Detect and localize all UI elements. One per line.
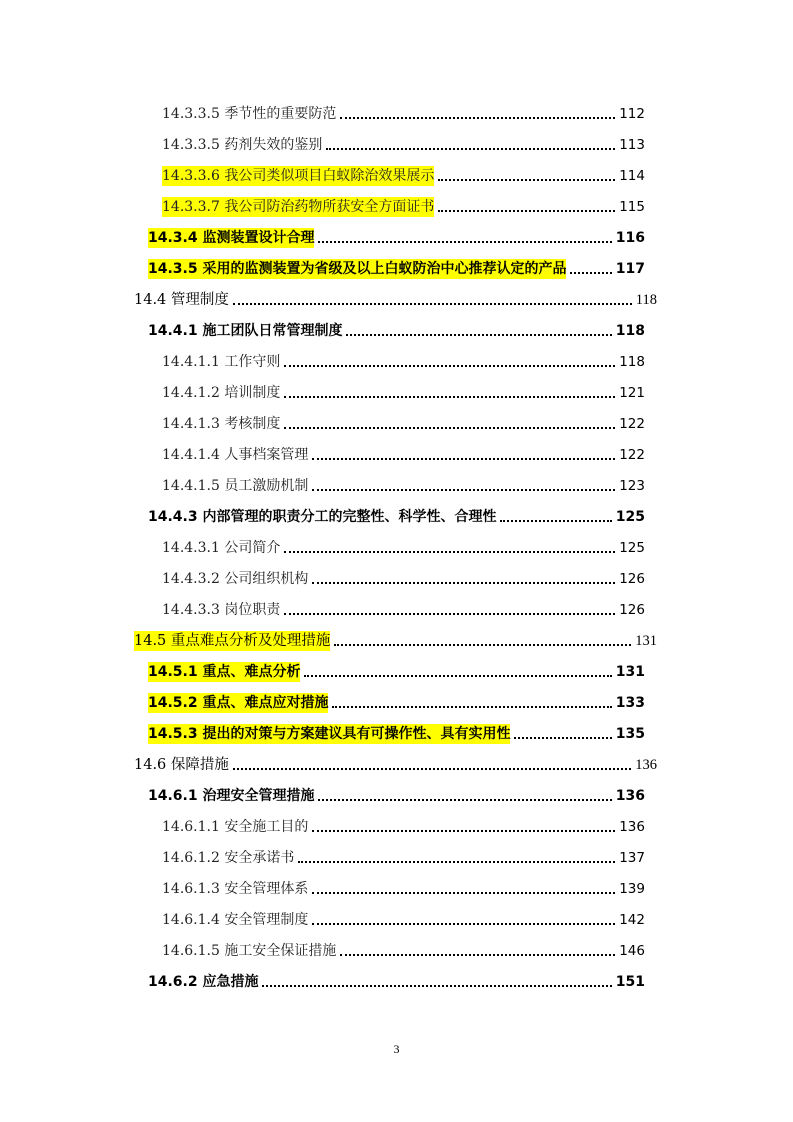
toc-leader-dots [284,365,615,367]
toc-entry[interactable] [0,716,793,747]
toc-entry[interactable] [0,344,793,375]
toc-entry-page-number: 137 [619,850,645,866]
toc-entry-title: 14.6.1.5 施工安全保证措施 [162,943,337,959]
toc-entry-page-number: 115 [619,199,645,215]
toc-entry-line [148,317,645,341]
toc-entry[interactable] [0,220,793,251]
toc-entry-title: 14.5.2 重点、难点应对措施 [148,695,329,711]
toc-entry-page-number: 126 [619,571,645,587]
toc-entry[interactable] [0,189,793,220]
toc-entry-title: 14.5 重点难点分析及处理措施 [134,633,331,649]
toc-leader-dots [438,179,615,181]
toc-entry-line [148,658,645,682]
toc-entry[interactable] [0,933,793,964]
toc-entry-title: 14.4.3.1 公司简介 [162,540,281,556]
toc-leader-dots [326,148,615,150]
toc-entry-page-number: 121 [619,385,645,401]
toc-entry[interactable] [0,313,793,344]
toc-entry[interactable] [0,685,793,716]
toc-entry-page-number: 125 [615,509,645,525]
toc-leader-dots [312,892,615,894]
toc-entry-title: 14.5.3 提出的对策与方案建议具有可操作性、具有实用性 [148,726,511,742]
toc-entry-page-number: 117 [615,261,645,277]
toc-entry-title: 14.6.1 治理安全管理措施 [148,788,315,804]
toc-entry-title: 14.4.1 施工团队日常管理制度 [148,323,343,339]
toc-entry-page-number: 136 [635,757,657,773]
page-number: 3 [393,1042,400,1056]
toc-entry-page-number: 139 [619,881,645,897]
toc-entry-line [148,689,645,713]
toc-entry-page-number: 151 [615,974,645,990]
toc-leader-dots [312,830,615,832]
toc-entry[interactable] [0,158,793,189]
toc-entry-title: 14.6.1.1 安全施工目的 [162,819,309,835]
toc-entry-title: 14.6.1.3 安全管理体系 [162,881,309,897]
toc-entry-title: 14.3.3.7 我公司防治药物所获安全方面证书 [162,199,435,215]
toc-entry-page-number: 136 [619,819,645,835]
toc-entry-line [162,937,645,961]
toc-entry[interactable] [0,530,793,561]
toc-list [0,96,793,995]
toc-entry-title: 14.3.3.5 药剂失效的鉴别 [162,137,323,153]
toc-entry-line [162,193,645,217]
toc-entry-title: 14.4 管理制度 [134,292,229,308]
toc-entry-page-number: 131 [635,633,657,649]
toc-entry-line [162,379,645,403]
toc-entry[interactable] [0,623,793,654]
toc-leader-dots [340,117,615,119]
toc-leader-dots [312,458,615,460]
toc-entry[interactable] [0,468,793,499]
toc-leader-dots [298,861,615,863]
toc-entry-page-number: 125 [619,540,645,556]
toc-entry-page-number: 113 [619,137,645,153]
toc-leader-dots [500,520,611,522]
toc-leader-dots [332,706,611,708]
toc-entry-line [162,534,645,558]
toc-entry-title: 14.4.3.2 公司组织机构 [162,571,309,587]
toc-entry-line [162,131,645,155]
toc-leader-dots [514,737,611,739]
toc-leader-dots [346,334,611,336]
toc-entry[interactable] [0,251,793,282]
toc-entry-line [162,844,645,868]
toc-entry-page-number: 112 [619,106,645,122]
toc-entry-page-number: 135 [615,726,645,742]
toc-leader-dots [284,613,615,615]
toc-entry-line [162,441,645,465]
toc-entry-title: 14.4.1.2 培训制度 [162,385,281,401]
toc-entry-line [148,720,645,744]
toc-entry-line [162,596,645,620]
toc-entry-page-number: 123 [619,478,645,494]
toc-entry-line [134,627,657,651]
toc-entry[interactable] [0,96,793,127]
toc-entry[interactable] [0,964,793,995]
toc-entry-page-number: 118 [615,323,645,339]
toc-entry-page-number: 118 [619,354,645,370]
toc-leader-dots [312,489,615,491]
toc-entry-line [162,100,645,124]
toc-entry[interactable] [0,747,793,778]
toc-entry-title: 14.4.1.1 工作守则 [162,354,281,370]
toc-leader-dots [304,675,611,677]
toc-leader-dots [284,551,615,553]
toc-entry-title: 14.6.1.2 安全承诺书 [162,850,295,866]
toc-entry-page-number: 146 [619,943,645,959]
toc-entry-line [148,782,645,806]
toc-entry[interactable] [0,902,793,933]
toc-entry[interactable] [0,499,793,530]
toc-entry-title: 14.4.1.3 考核制度 [162,416,281,432]
toc-entry[interactable] [0,282,793,313]
table-of-contents [0,96,793,995]
toc-leader-dots [318,241,611,243]
toc-leader-dots [438,210,615,212]
toc-entry-title: 14.3.3.5 季节性的重要防范 [162,106,337,122]
toc-leader-dots [340,954,615,956]
toc-entry[interactable] [0,809,793,840]
toc-entry-line [162,348,645,372]
toc-entry-line [162,162,645,186]
toc-entry-page-number: 114 [619,168,645,184]
toc-entry-line [162,906,645,930]
toc-entry-line [134,286,657,310]
toc-leader-dots [334,644,631,646]
toc-entry-title: 14.6 保障措施 [134,757,229,773]
toc-entry-line [148,224,645,248]
toc-entry-page-number: 122 [619,416,645,432]
toc-entry-page-number: 136 [615,788,645,804]
toc-entry[interactable] [0,778,793,809]
toc-entry-title: 14.4.3 内部管理的职责分工的完整性、科学性、合理性 [148,509,497,525]
toc-leader-dots [312,582,615,584]
toc-entry-title: 14.3.4 监测装置设计合理 [148,230,315,246]
toc-leader-dots [262,985,611,987]
toc-entry-line [148,255,645,279]
toc-entry[interactable] [0,375,793,406]
toc-entry-title: 14.6.1.4 安全管理制度 [162,912,309,928]
toc-entry-title: 14.5.1 重点、难点分析 [148,664,301,680]
toc-leader-dots [570,272,611,274]
toc-leader-dots [284,396,615,398]
toc-entry-page-number: 122 [619,447,645,463]
toc-entry-line [134,751,657,775]
toc-entry-page-number: 118 [635,292,657,308]
toc-entry[interactable] [0,840,793,871]
toc-entry-line [148,503,645,527]
toc-entry-line [162,875,645,899]
toc-entry-page-number: 131 [615,664,645,680]
toc-entry[interactable] [0,654,793,685]
toc-entry-title: 14.4.1.4 人事档案管理 [162,447,309,463]
toc-entry-page-number: 142 [619,912,645,928]
toc-entry-line [162,472,645,496]
toc-entry-page-number: 126 [619,602,645,618]
toc-entry[interactable] [0,561,793,592]
toc-entry-page-number: 133 [615,695,645,711]
toc-entry-title: 14.4.3.3 岗位职责 [162,602,281,618]
toc-entry-page-number: 116 [615,230,645,246]
toc-entry-line [162,410,645,434]
toc-entry-line [162,565,645,589]
toc-entry[interactable] [0,127,793,158]
toc-leader-dots [284,427,615,429]
toc-leader-dots [233,768,631,770]
toc-entry[interactable] [0,406,793,437]
toc-leader-dots [312,923,615,925]
toc-leader-dots [318,799,611,801]
toc-entry-title: 14.3.3.6 我公司类似项目白蚁除治效果展示 [162,168,435,184]
toc-entry[interactable] [0,437,793,468]
toc-entry-title: 14.4.1.5 员工激励机制 [162,478,309,494]
toc-entry-line [162,813,645,837]
toc-entry[interactable] [0,871,793,902]
toc-entry-line [148,968,645,992]
toc-entry[interactable] [0,592,793,623]
toc-leader-dots [233,303,632,305]
toc-entry-title: 14.3.5 采用的监测装置为省级及以上白蚁防治中心推荐认定的产品 [148,261,567,277]
toc-entry-title: 14.6.2 应急措施 [148,974,259,990]
